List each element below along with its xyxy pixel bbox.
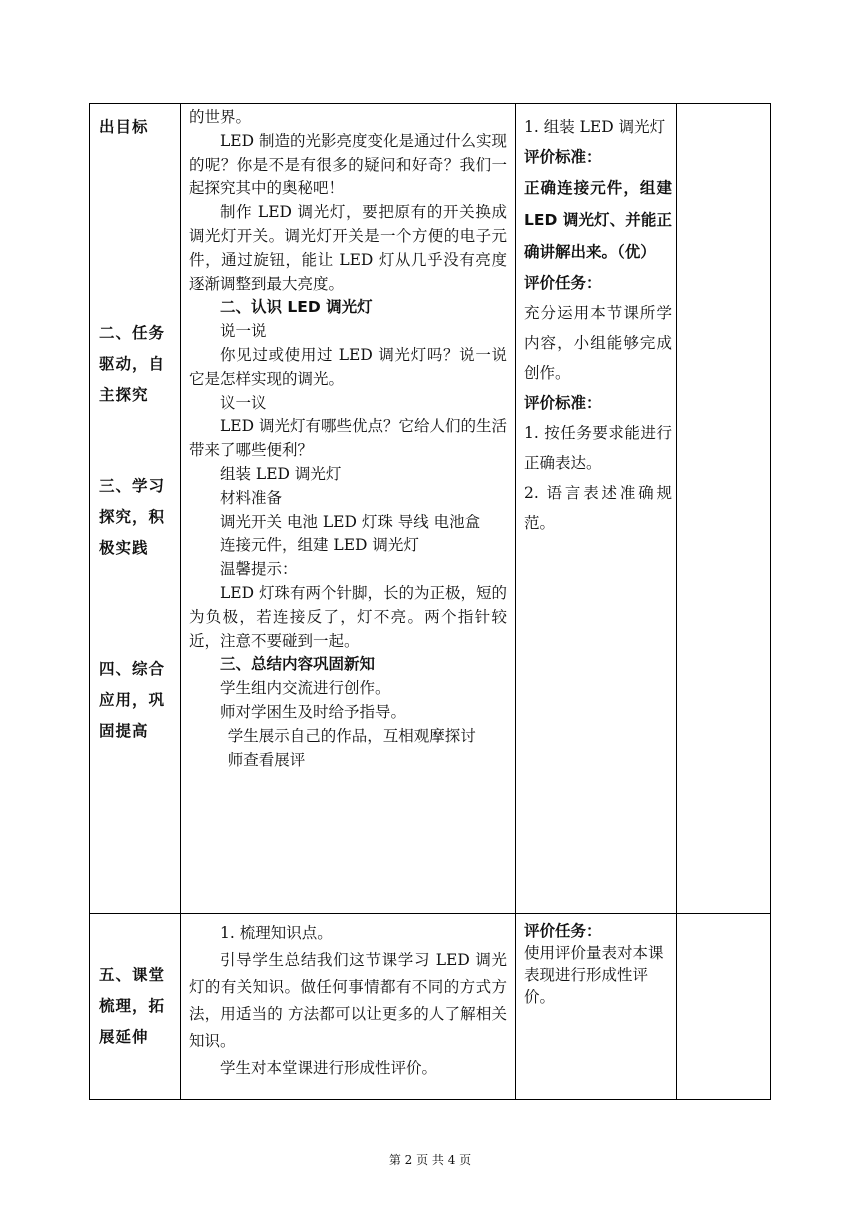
evaluation-content (516, 914, 676, 1008)
activity-content (181, 104, 515, 772)
stage-label: 梳理，拓 (99, 997, 166, 1015)
evaluation-heading: 评价标准： (524, 148, 602, 166)
evaluation-text: 1. 组装 LED 调光灯 (524, 118, 666, 136)
evaluation-text: 2. 语言表述准确规范。 (524, 484, 672, 532)
evaluation-heading: 评价标准： (524, 394, 602, 412)
activity-cell (181, 104, 516, 914)
activity-paragraph: LED 灯珠有两个针脚，长的为正极，短的为负极，若连接反了，灯不亮。两个指针较近，注意不要碰到一起。 (189, 583, 507, 650)
activity-cell (181, 914, 516, 1100)
table-row (90, 104, 771, 914)
evaluation-heading: 评价任务： (524, 274, 602, 292)
activity-paragraph: 说一说 (220, 322, 267, 341)
stage-label: 四、综合 (99, 660, 166, 678)
stage-labels (90, 914, 180, 1053)
evaluation-task-heading: 评价任务： (524, 922, 602, 940)
stage-label: 三、学习 (99, 477, 166, 495)
evaluation-content (516, 104, 676, 538)
activity-paragraph: LED 制造的光影亮度变化是通过什么实现的呢？你是不是有很多的疑问和好奇？我们一起探究其中的奥秘吧！ (189, 131, 507, 198)
stage-label: 驱动，自 (99, 355, 166, 373)
stage-label: 二、任务 (99, 324, 166, 342)
activity-paragraph: 议一议 (220, 393, 267, 412)
stage-cell (90, 104, 181, 914)
activity-paragraph: 制作 LED 调光灯，要把原有的开关换成调光灯开关。调光灯开关是一个方便的电子元件，通过旋钮，能让 LED 灯从几乎没有亮度逐渐调整到最大亮度。 (189, 203, 507, 293)
activity-paragraph: 师对学困生及时给予指导。 (220, 702, 407, 721)
lesson-plan-table (89, 103, 771, 1100)
blank-cell (677, 914, 771, 1100)
stage-label: 极实践 (99, 539, 149, 557)
stage-label: 主探究 (99, 386, 149, 404)
evaluation-cell (516, 104, 677, 914)
activity-paragraph: 组装 LED 调光灯 (220, 464, 342, 483)
stage-label: 探究，积 (99, 508, 166, 526)
activity-paragraph: 三、总结内容巩固新知 (220, 655, 376, 674)
stage-labels (90, 104, 180, 747)
activity-paragraph: 材料准备 (220, 488, 283, 507)
activity-paragraph: 学生展示自己的作品，互相观摩探讨 (227, 726, 476, 745)
activity-paragraph: 1. 梳理知识点。 (220, 924, 333, 942)
stage-label: 固提高 (99, 722, 149, 740)
stage-label: 展延伸 (99, 1028, 149, 1046)
page-footer: 第 2 页 共 4 页 (388, 1153, 472, 1167)
activity-paragraph: 温馨提示： (220, 560, 298, 579)
activity-paragraph: 连接元件，组建 LED 调光灯 (220, 536, 419, 555)
activity-paragraph: 二、认识 LED 调光灯 (220, 298, 373, 317)
evaluation-cell (516, 914, 677, 1100)
activity-paragraph: 学生组内交流进行创作。 (220, 679, 391, 698)
evaluation-text: 1. 按任务要求能进行正确表达。 (524, 424, 672, 472)
stage-cell (90, 914, 181, 1100)
stage-label: 应用，巩 (99, 691, 166, 709)
evaluation-heading: 正确连接元件，组建 LED 调光灯、并能正确讲解出来。（优） (524, 179, 672, 261)
activity-paragraph: 调光开关 电池 LED 灯珠 导线 电池盒 (220, 512, 481, 531)
activity-paragraph: 引导学生总结我们这节课学习 LED 调光灯的有关知识。做任何事情都有不同的方式方法，用适当的 方法都可以让更多的人了解相关知识。 (189, 951, 507, 1050)
activity-paragraph: 你见过或使用过 LED 调光灯吗？说一说它是怎样实现的调光。 (189, 345, 507, 388)
evaluation-task-text: 使用评价量表对本课表现进行形成性评价。 (524, 944, 664, 1006)
activity-paragraph: 的世界。 (189, 108, 252, 126)
table-row (90, 914, 771, 1100)
stage-label: 出目标 (99, 118, 149, 136)
blank-cell (677, 104, 771, 914)
evaluation-text: 充分运用本节课所学内容，小组能够完成创作。 (524, 304, 672, 382)
activity-paragraph: 学生对本堂课进行形成性评价。 (220, 1059, 438, 1077)
activity-paragraph: 师查看展评 (227, 750, 306, 769)
stage-label: 五、课堂 (99, 966, 166, 984)
activity-paragraph: LED 调光灯有哪些优点？它给人们的生活带来了哪些便利？ (189, 417, 507, 460)
activity-content (181, 914, 515, 1082)
